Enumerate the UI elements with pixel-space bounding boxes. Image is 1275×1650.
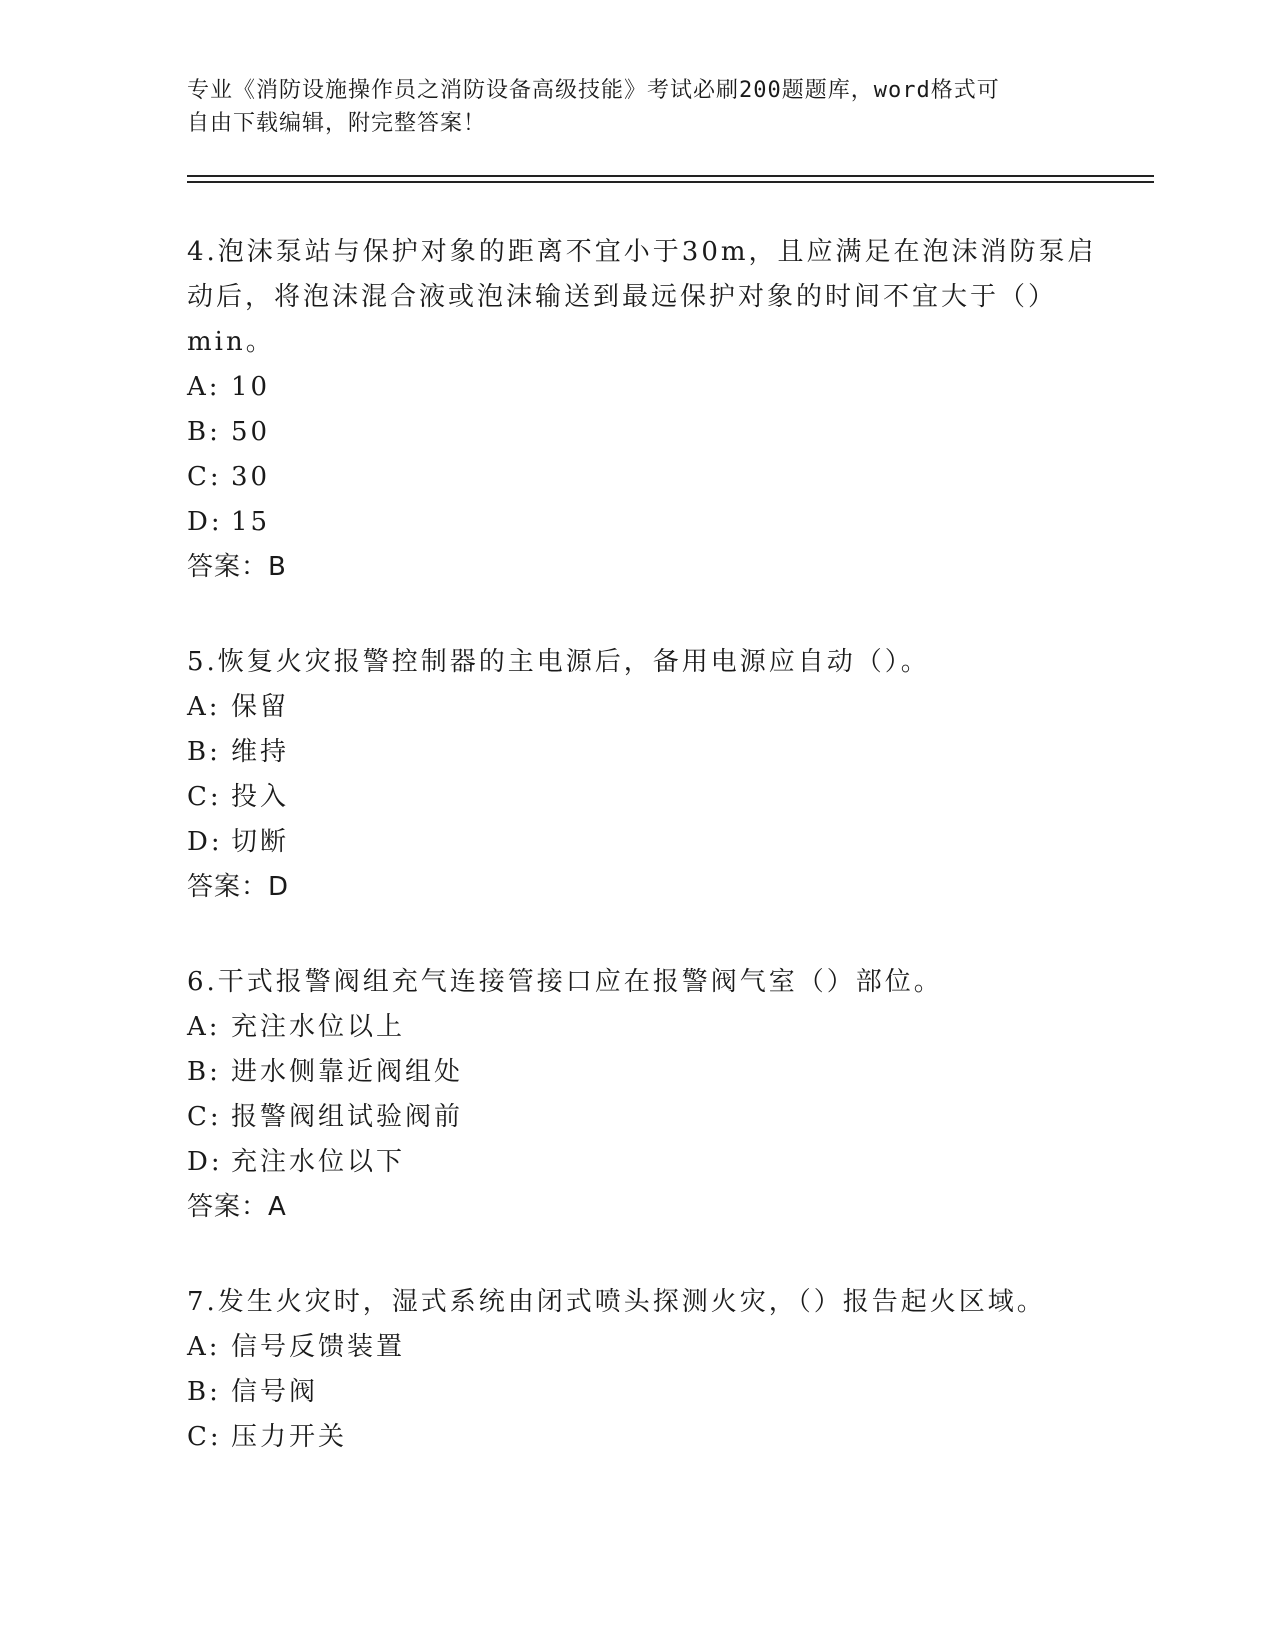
- answer-line: 答案：B: [187, 552, 287, 582]
- header-line-2: 自由下载编辑，附完整答案！: [187, 111, 487, 136]
- option-b: [187, 410, 1087, 455]
- option-label: B:: [187, 417, 221, 447]
- stem-line: 6.干式报警阀组充气连接管接口应在报警阀气室（）部位。: [187, 967, 943, 997]
- option-text: 切断: [231, 827, 290, 857]
- option-c: [187, 1095, 1087, 1140]
- option-text: 30: [231, 462, 271, 492]
- option-text: 压力开关: [231, 1422, 348, 1452]
- option-label: C:: [187, 782, 222, 812]
- option-label: B:: [187, 1377, 221, 1407]
- question-stem: [187, 640, 1087, 685]
- option-text: 信号反馈装置: [231, 1332, 406, 1362]
- option-a: [187, 365, 1087, 410]
- option-label: B:: [187, 1057, 221, 1087]
- option-label: A:: [187, 1332, 221, 1362]
- question-7: [187, 1280, 1087, 1460]
- document-header: [187, 74, 1067, 140]
- header-divider-top: [187, 175, 1154, 177]
- option-label: B:: [187, 737, 221, 767]
- option-label: A:: [187, 692, 221, 722]
- option-c: [187, 455, 1087, 500]
- question-4: [187, 230, 1097, 590]
- option-text: 充注水位以下: [231, 1147, 406, 1177]
- option-text: 10: [231, 372, 271, 402]
- header-divider-bottom: [187, 181, 1154, 183]
- option-b: [187, 1370, 1087, 1415]
- option-b: [187, 1050, 1087, 1095]
- option-c: [187, 775, 1087, 820]
- option-label: C:: [187, 462, 222, 492]
- question-stem: [187, 1280, 1087, 1325]
- option-text: 进水侧靠近阀组处: [231, 1057, 464, 1087]
- stem-line: 7.发生火灾时，湿式系统由闭式喷头探测火灾，（）报告起火区域。: [187, 1287, 1046, 1317]
- option-text: 保留: [231, 692, 290, 722]
- option-text: 50: [231, 417, 271, 447]
- option-text: 信号阀: [231, 1377, 319, 1407]
- option-text: 15: [231, 507, 271, 537]
- option-text: 充注水位以上: [231, 1012, 406, 1042]
- option-label: D:: [187, 507, 223, 537]
- option-label: D:: [187, 827, 223, 857]
- question-5: [187, 640, 1087, 910]
- question-stem: [187, 230, 1097, 365]
- option-a: [187, 685, 1087, 730]
- stem-line: min。: [187, 327, 275, 357]
- option-label: D:: [187, 1147, 223, 1177]
- option-text: 投入: [231, 782, 290, 812]
- option-label: A:: [187, 1012, 221, 1042]
- option-a: [187, 1005, 1087, 1050]
- option-label: C:: [187, 1422, 222, 1452]
- answer-line: 答案：A: [187, 1192, 287, 1222]
- option-label: C:: [187, 1102, 222, 1132]
- option-text: 报警阀组试验阀前: [231, 1102, 464, 1132]
- header-line-1: 专业《消防设施操作员之消防设备高级技能》考试必刷200题题库，word格式可: [187, 78, 1000, 103]
- question-stem: [187, 960, 1087, 1005]
- option-b: [187, 730, 1087, 775]
- stem-line: 4.泡沫泵站与保护对象的距离不宜小于30m，且应满足在泡沫消防泵启: [187, 237, 1097, 267]
- option-d: [187, 500, 1087, 545]
- option-d: [187, 820, 1087, 865]
- answer-line: 答案：D: [187, 872, 290, 902]
- question-6: [187, 960, 1087, 1230]
- option-a: [187, 1325, 1087, 1370]
- option-label: A:: [187, 372, 221, 402]
- option-text: 维持: [231, 737, 290, 767]
- stem-line: 5.恢复火灾报警控制器的主电源后，备用电源应自动（）。: [187, 647, 930, 677]
- option-c: [187, 1415, 1087, 1460]
- option-d: [187, 1140, 1087, 1185]
- stem-line: 动后，将泡沫混合液或泡沫输送到最远保护对象的时间不宜大于（）: [187, 282, 1058, 312]
